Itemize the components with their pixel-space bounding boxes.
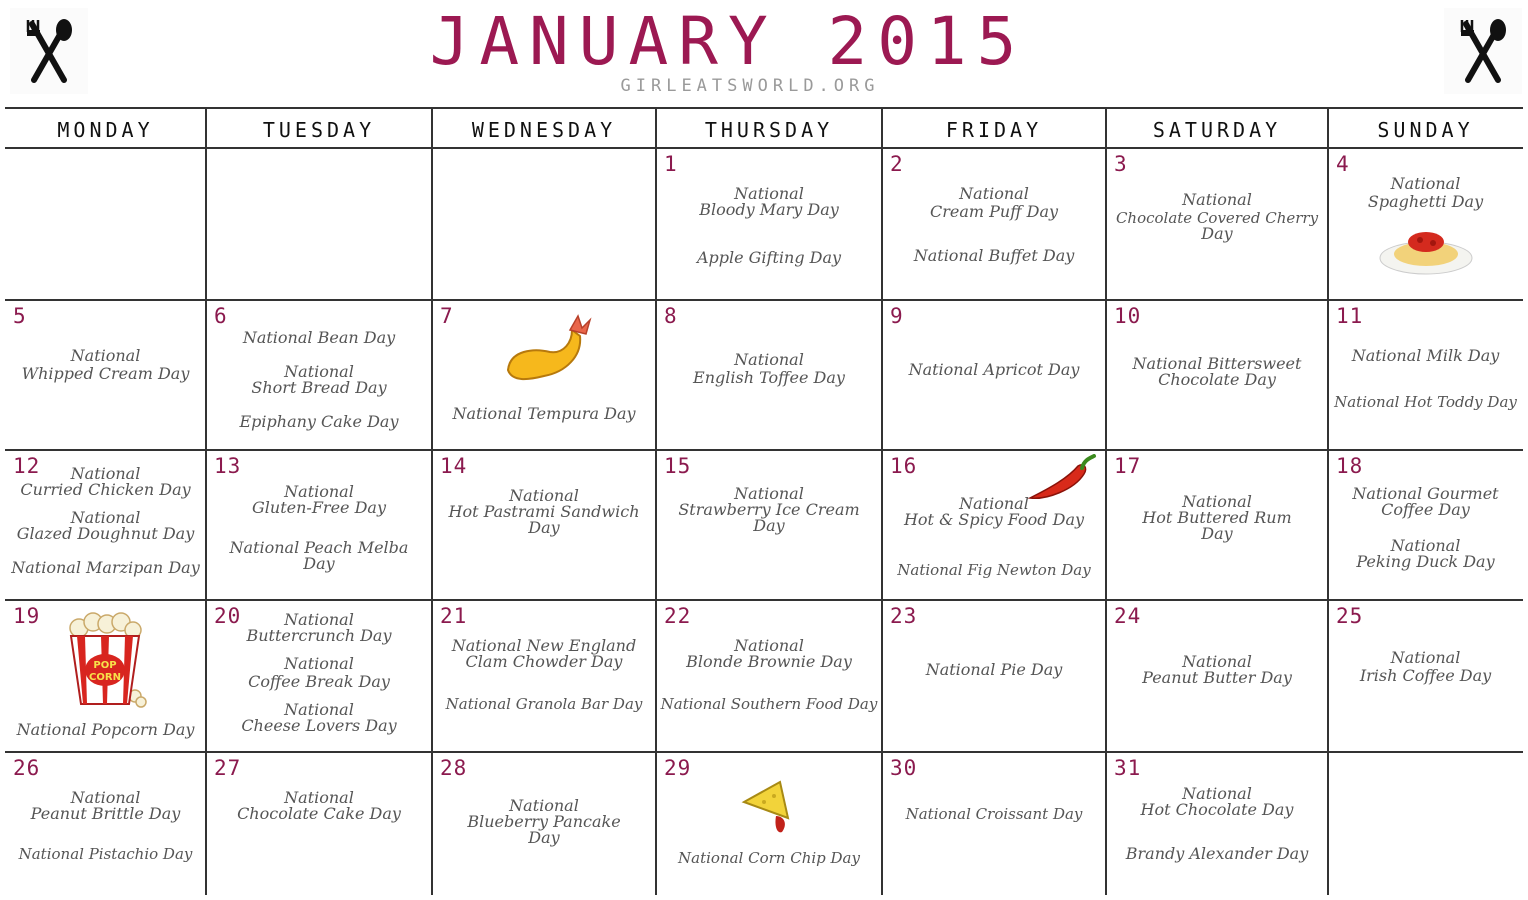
weekday-label: WEDNESDAY xyxy=(471,118,617,142)
day-number: 18 xyxy=(1336,454,1364,478)
event-text: Spaghetti Day xyxy=(1367,192,1484,211)
event-text: Apple Gifting Day xyxy=(696,248,842,267)
day-number: 29 xyxy=(664,756,692,780)
day-cell xyxy=(1106,450,1328,600)
day-number: 7 xyxy=(440,304,454,328)
event-text: National Pistachio Day xyxy=(18,845,193,863)
event-text: Strawberry Ice Cream xyxy=(678,500,860,519)
day-cell xyxy=(432,450,656,600)
day-cell xyxy=(206,300,432,450)
chili-pepper-icon xyxy=(1026,454,1098,508)
day-cell xyxy=(882,752,1106,895)
event-text: Glazed Doughnut Day xyxy=(16,524,195,543)
event-text: Blueberry Pancake xyxy=(467,812,621,831)
event-text: English Toffee Day xyxy=(693,368,845,387)
popcorn-label: POP xyxy=(93,660,117,671)
event-text: National Hot Toddy Day xyxy=(1334,393,1517,411)
event-text: Gluten-Free Day xyxy=(252,498,386,517)
event-text: Whipped Cream Day xyxy=(21,364,190,383)
event-text: National Pie Day xyxy=(925,660,1063,679)
day-number: 14 xyxy=(440,454,468,478)
event-text: Day xyxy=(303,554,335,573)
day-number: 22 xyxy=(664,604,692,628)
tempura-shrimp-icon xyxy=(500,312,596,392)
weekday-label: FRIDAY xyxy=(945,118,1043,142)
page-title: JANUARY 2015 xyxy=(429,3,1027,80)
event-text: National xyxy=(1182,190,1252,209)
day-number: 1 xyxy=(664,152,678,176)
day-cell xyxy=(882,450,1106,600)
event-text: National xyxy=(734,184,804,203)
weekday-label: THURSDAY xyxy=(704,118,834,142)
day-cell xyxy=(1106,300,1328,450)
event-text: National Gourmet xyxy=(1352,484,1499,503)
event-text: National xyxy=(734,484,804,503)
event-text: National xyxy=(70,464,141,483)
day-number: 9 xyxy=(890,304,904,328)
weekday-label: TUESDAY xyxy=(262,118,376,142)
event-text: National Fig Newton Day xyxy=(897,561,1091,579)
event-text: Blonde Brownie Day xyxy=(686,652,852,671)
event-text: National Popcorn Day xyxy=(16,720,195,739)
day-cell xyxy=(1106,752,1328,895)
event-text: Chocolate Cake Day xyxy=(237,804,401,823)
event-text: Buttercrunch Day xyxy=(246,626,392,645)
day-number: 11 xyxy=(1336,304,1364,328)
event-text: National Bean Day xyxy=(242,328,396,347)
event-text: Hot Pastrami Sandwich xyxy=(448,502,640,521)
event-text: Day xyxy=(753,516,785,535)
day-number: 5 xyxy=(13,304,27,328)
event-text: Hot Buttered Rum xyxy=(1142,508,1292,527)
day-cell xyxy=(432,300,656,450)
event-text: National New England xyxy=(451,636,637,655)
day-cell xyxy=(1106,148,1328,300)
event-text: Chocolate Day xyxy=(1158,370,1276,389)
grid-line-h xyxy=(5,107,1523,109)
day-number: 28 xyxy=(440,756,468,780)
day-number: 21 xyxy=(440,604,468,628)
event-text: Coffee Day xyxy=(1381,500,1470,519)
event-text: Peking Duck Day xyxy=(1356,552,1495,571)
event-text: Day xyxy=(528,828,560,847)
event-text: National xyxy=(284,482,354,501)
event-text: Peanut Brittle Day xyxy=(30,804,181,823)
day-cell xyxy=(656,300,882,450)
day-cell xyxy=(5,752,206,895)
event-text: Hot & Spicy Food Day xyxy=(903,510,1085,529)
day-number: 15 xyxy=(664,454,692,478)
day-cell xyxy=(206,752,432,895)
day-cell xyxy=(5,450,206,600)
day-cell xyxy=(1328,450,1523,600)
spaghetti-icon xyxy=(1378,218,1474,282)
day-number: 12 xyxy=(13,454,41,478)
weekday-label: SATURDAY xyxy=(1152,118,1282,142)
event-text: National xyxy=(284,610,354,629)
event-text: Irish Coffee Day xyxy=(1359,666,1492,685)
day-cell xyxy=(882,148,1106,300)
event-text: National xyxy=(284,700,354,719)
day-cell xyxy=(656,600,882,752)
event-text: Cream Puff Day xyxy=(929,202,1059,221)
day-number: 6 xyxy=(214,304,228,328)
event-text: National xyxy=(70,346,141,365)
day-cell xyxy=(1106,600,1328,752)
event-text: National xyxy=(734,350,804,369)
event-text: National xyxy=(1390,648,1461,667)
event-text: National xyxy=(1390,174,1461,193)
event-text: National xyxy=(284,654,354,673)
event-text: National xyxy=(284,362,354,381)
event-text: Chocolate Covered Cherry xyxy=(1115,209,1319,227)
event-text: Day xyxy=(1201,224,1233,243)
event-text: National xyxy=(1182,784,1252,803)
event-text: National xyxy=(1390,536,1461,555)
event-text: Curried Chicken Day xyxy=(20,480,191,499)
day-cell xyxy=(1328,600,1523,752)
event-text: National xyxy=(284,788,354,807)
event-text: National xyxy=(509,796,579,815)
event-text: National Buffet Day xyxy=(913,246,1075,265)
day-number: 19 xyxy=(13,604,41,628)
event-text: National xyxy=(70,508,141,527)
day-cell xyxy=(882,300,1106,450)
day-cell xyxy=(1328,148,1523,300)
event-text: National xyxy=(1182,492,1252,511)
day-number: 31 xyxy=(1114,756,1142,780)
day-cell xyxy=(5,300,206,450)
day-number: 3 xyxy=(1114,152,1128,176)
event-text: National Southern Food Day xyxy=(660,695,878,713)
day-cell xyxy=(656,450,882,600)
day-number: 30 xyxy=(890,756,918,780)
day-number: 27 xyxy=(214,756,242,780)
day-number: 16 xyxy=(890,454,918,478)
day-cell xyxy=(882,600,1106,752)
day-number: 25 xyxy=(1336,604,1364,628)
event-text: National Tempura Day xyxy=(452,404,636,423)
event-text: National Peach Melba xyxy=(229,538,409,557)
day-number: 10 xyxy=(1114,304,1142,328)
day-number: 2 xyxy=(890,152,904,176)
day-number: 4 xyxy=(1336,152,1350,176)
event-text: Day xyxy=(528,518,560,537)
event-text: Hot Chocolate Day xyxy=(1140,800,1294,819)
day-number: 13 xyxy=(214,454,242,478)
day-cell xyxy=(432,752,656,895)
event-text: Epiphany Cake Day xyxy=(239,412,399,431)
popcorn-icon xyxy=(63,612,147,712)
event-text: National xyxy=(734,636,804,655)
day-cell xyxy=(1328,300,1523,450)
event-text: Cheese Lovers Day xyxy=(241,716,397,735)
day-number: 26 xyxy=(13,756,41,780)
event-text: National Granola Bar Day xyxy=(445,695,643,713)
event-text: Day xyxy=(1201,524,1233,543)
day-cell xyxy=(206,600,432,752)
day-number: 17 xyxy=(1114,454,1142,478)
event-text: Short Bread Day xyxy=(251,378,387,397)
day-cell xyxy=(206,450,432,600)
event-text: National xyxy=(959,184,1029,203)
event-text: Bloody Mary Day xyxy=(699,200,839,219)
event-text: Peanut Butter Day xyxy=(1142,668,1292,687)
event-text: Clam Chowder Day xyxy=(465,652,623,671)
weekday-label: SUNDAY xyxy=(1377,118,1474,142)
day-cell xyxy=(656,752,882,895)
site-url: GIRLEATSWORLD.ORG xyxy=(620,76,880,96)
day-number: 23 xyxy=(890,604,918,628)
day-cell xyxy=(656,148,882,300)
event-text: National Milk Day xyxy=(1351,346,1500,365)
weekday-label: MONDAY xyxy=(57,118,154,142)
event-text: National xyxy=(509,486,579,505)
event-text: National Marzipan Day xyxy=(11,558,200,577)
event-text: National xyxy=(959,494,1029,513)
event-text: Coffee Break Day xyxy=(248,672,390,691)
corn-chip-icon xyxy=(740,778,800,842)
event-text: National Croissant Day xyxy=(905,805,1083,823)
day-number: 8 xyxy=(664,304,678,328)
event-text: National xyxy=(70,788,141,807)
event-text: Brandy Alexander Day xyxy=(1125,844,1309,863)
day-number: 24 xyxy=(1114,604,1142,628)
event-text: National xyxy=(1182,652,1252,671)
day-number: 20 xyxy=(214,604,242,628)
event-text: National Corn Chip Day xyxy=(678,849,860,867)
event-text: National Bittersweet xyxy=(1132,354,1302,373)
popcorn-label: CORN xyxy=(89,672,121,683)
event-text: National Apricot Day xyxy=(908,360,1080,379)
day-cell xyxy=(432,600,656,752)
day-cell xyxy=(5,600,206,752)
